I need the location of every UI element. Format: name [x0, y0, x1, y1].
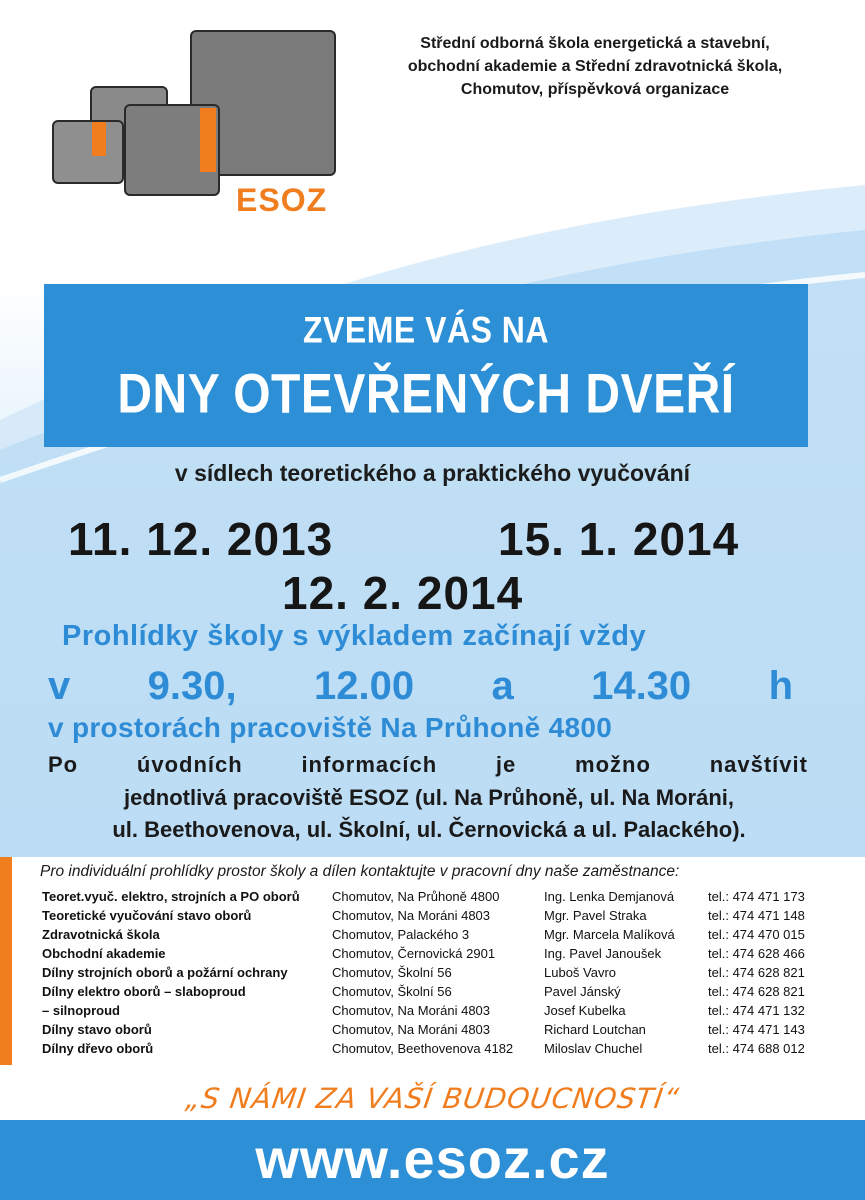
subtitle: v sídlech teoretického a praktického vyučování [174, 460, 691, 486]
tour-time: 9.30, [147, 664, 237, 708]
contact-phone: tel.: 474 471 148 [708, 908, 805, 923]
contact-row [42, 1001, 818, 1020]
school-name-line: obchodní akademie a Střední zdravotnická škola, [407, 58, 783, 75]
contact-dept: Dílny dřevo oborů [42, 1041, 154, 1056]
contact-person: Ing. Pavel Janoušek [544, 946, 662, 961]
contact-phone: tel.: 474 471 173 [708, 889, 805, 904]
contact-dept: Dílny elektro oborů – slaboproud [42, 984, 246, 999]
contact-row [42, 963, 818, 982]
info-line: ul. Beethovenova, ul. Školní, ul. Černovická a ul. Palackého). [112, 817, 746, 842]
contact-dept: – silnoproud [42, 1003, 120, 1018]
contact-person: Josef Kubelka [544, 1003, 626, 1018]
contact-phone: tel.: 474 471 143 [708, 1022, 805, 1037]
slogan: „S NÁMI ZA VAŠÍ BUDOUCNOSTÍ“ [183, 1082, 682, 1115]
logo-orange-accent [92, 122, 106, 156]
info-word: Po [48, 752, 79, 777]
contact-address: Chomutov, Beethovenova 4182 [332, 1041, 514, 1056]
contact-dept: Zdravotnická škola [42, 927, 160, 942]
contact-person: Luboš Vavro [544, 965, 617, 980]
contact-address: Chomutov, Černovická 2901 [332, 946, 496, 961]
contact-row [42, 887, 818, 906]
contact-row [42, 982, 818, 1001]
logo-text: ESOZ [236, 182, 328, 218]
contact-dept: Teoret.vyuč. elektro, strojních a PO oborů [42, 889, 300, 904]
contact-dept: Dílny strojních oborů a požární ochrany [42, 965, 288, 980]
tour-times [48, 664, 793, 709]
tour-time-word: h [768, 664, 793, 708]
contact-person: Ing. Lenka Demjanová [544, 889, 675, 904]
info-word: možno [575, 752, 651, 777]
logo-orange-accent [200, 108, 216, 172]
school-name [360, 32, 830, 101]
info-word: navštívit [709, 752, 808, 777]
info-word: informacích [301, 752, 438, 777]
tour-time-word: a [491, 664, 514, 708]
contact-address: Chomutov, Palackého 3 [332, 927, 470, 942]
tour-time-word: v [48, 664, 71, 708]
contact-phone: tel.: 474 628 466 [708, 946, 805, 961]
orange-side-bar [0, 857, 12, 1065]
info-word: úvodních [136, 752, 243, 777]
contact-table [42, 887, 818, 1058]
footer-bar [0, 1120, 865, 1200]
tour-location: v prostorách pracoviště Na Průhoně 4800 [48, 712, 613, 743]
contact-person: Miloslav Chuchel [544, 1041, 643, 1056]
info-line: jednotlivá pracoviště ESOZ (ul. Na Průhoně, ul. Na Moráni, [124, 785, 734, 810]
contact-phone: tel.: 474 470 015 [708, 927, 805, 942]
contact-row [42, 1020, 818, 1039]
contact-dept: Teoretické vyučování stavo oborů [42, 908, 252, 923]
banner-title: DNY OTEVŘENÝCH DVEŘÍ [117, 364, 735, 425]
website-link[interactable]: www.esoz.cz [255, 1127, 610, 1190]
contact-row [42, 1039, 818, 1058]
contact-address: Chomutov, Na Moráni 4803 [332, 1003, 491, 1018]
contact-address: Chomutov, Na Moráni 4803 [332, 908, 491, 923]
contact-address: Chomutov, Na Moráni 4803 [332, 1022, 491, 1037]
tour-time: 12.00 [313, 664, 415, 708]
contact-address: Chomutov, Školní 56 [332, 965, 452, 980]
esoz-logo [0, 0, 380, 230]
contact-row [42, 906, 818, 925]
tour-headline: Prohlídky školy s výkladem začínají vždy [62, 620, 647, 652]
contact-person: Mgr. Pavel Straka [544, 908, 647, 923]
school-name-line: Chomutov, příspěvková organizace [460, 81, 730, 98]
contact-heading: Pro individuální prohlídky prostor školy a dílen kontaktujte v pracovní dny naše zaměstnance: [40, 863, 680, 880]
contact-person: Richard Loutchan [544, 1022, 646, 1037]
contact-dept: Obchodní akademie [42, 946, 166, 961]
contact-address: Chomutov, Na Průhoně 4800 [332, 889, 500, 904]
logo-square-small [52, 120, 124, 184]
contact-phone: tel.: 474 688 012 [708, 1041, 805, 1056]
tour-time: 14.30 [591, 664, 692, 708]
contact-phone: tel.: 474 628 821 [708, 965, 805, 980]
school-name-line: Střední odborná škola energetická a stavební, [420, 35, 770, 52]
contact-phone: tel.: 474 628 821 [708, 984, 805, 999]
contact-person: Mgr. Marcela Malíková [544, 927, 675, 942]
info-line [48, 752, 808, 778]
contact-address: Chomutov, Školní 56 [332, 984, 452, 999]
info-word: je [495, 752, 517, 777]
contact-person: Pavel Jánský [544, 984, 621, 999]
contact-dept: Dílny stavo oborů [42, 1022, 152, 1037]
contact-phone: tel.: 474 471 132 [708, 1003, 805, 1018]
event-date: 11. 12. 2013 [68, 513, 334, 565]
title-banner [44, 284, 808, 447]
event-date: 15. 1. 2014 [498, 513, 740, 565]
contact-section [0, 857, 865, 1065]
contact-row [42, 944, 818, 963]
contact-row [42, 925, 818, 944]
event-date: 12. 2. 2014 [282, 567, 524, 619]
banner-invite: ZVEME VÁS NA [302, 309, 550, 351]
